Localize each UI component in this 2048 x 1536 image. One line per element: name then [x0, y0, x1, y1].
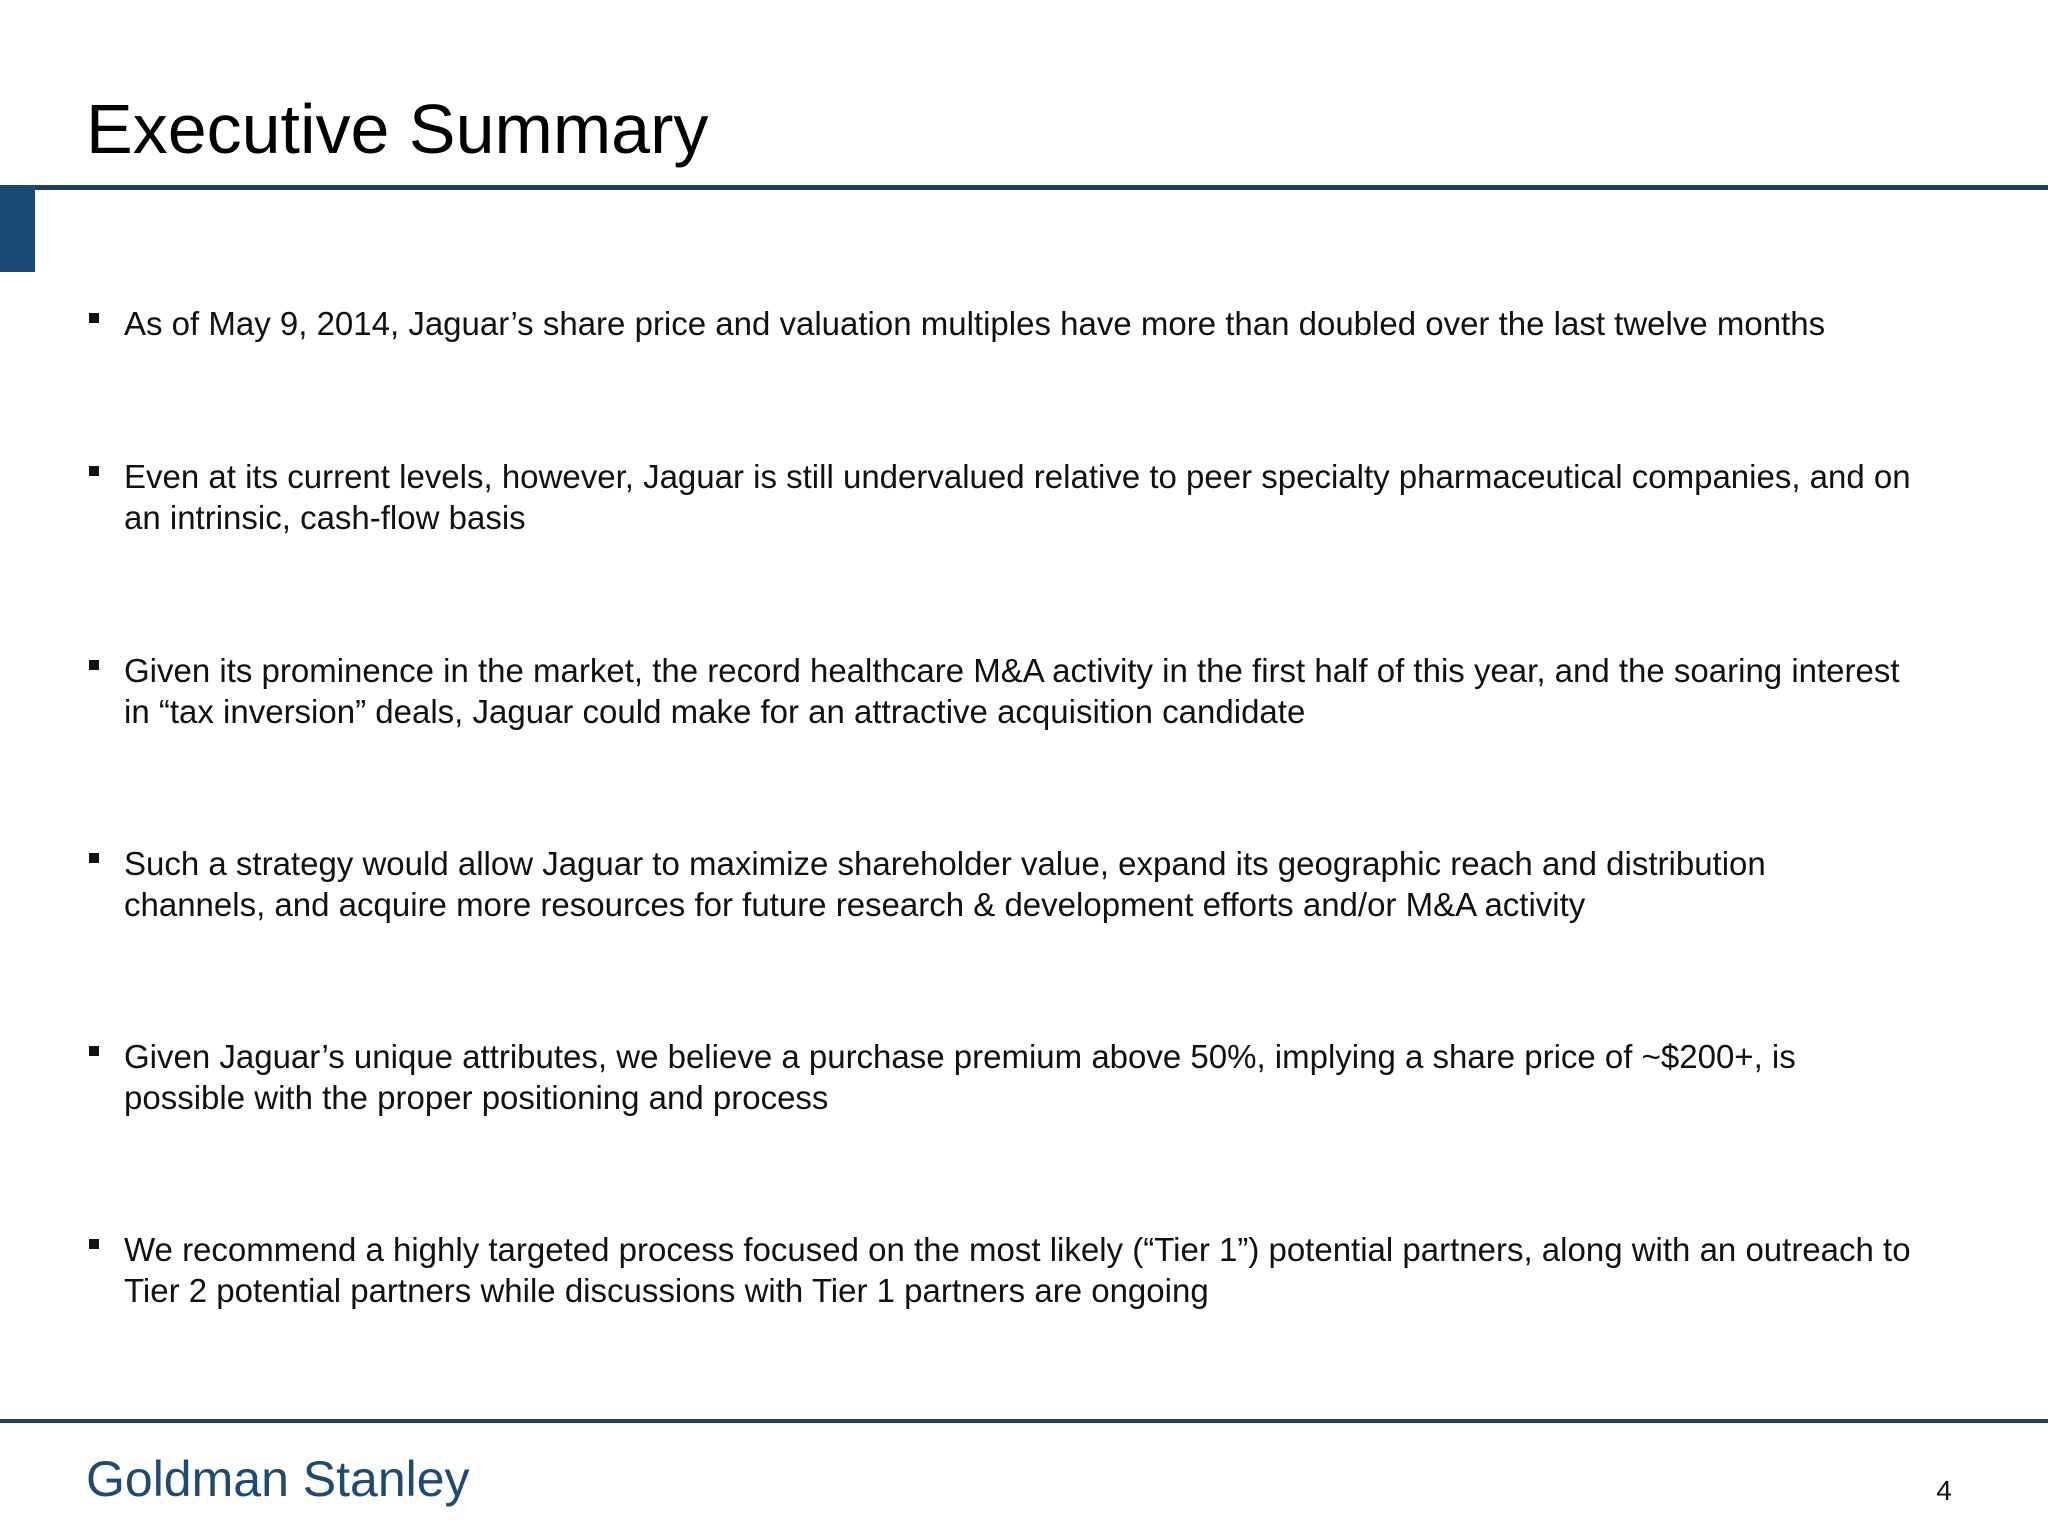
- bullet-item: [124, 843, 1914, 925]
- bullet-item: [124, 650, 1914, 732]
- brand-name: Goldman Stanley: [86, 1451, 470, 1507]
- bullet-text: Even at its current levels, however, Jaguar is still undervalued relative to peer specialty pharmaceutical companies, and on an intrinsic, cash-flow basis: [124, 458, 1911, 536]
- bullet-text: We recommend a highly targeted process focused on the most likely (“Tier 1”) potential partners, along with an outreach to Tier 2 potential partners while discussions with Tier 1 partners are ongoing: [124, 1231, 1911, 1309]
- bullet-square-icon: [89, 313, 99, 323]
- bullet-text: As of May 9, 2014, Jaguar’s share price and valuation multiples have more than doubled over the last twelve months: [124, 305, 1826, 342]
- page-number: 4: [1936, 1475, 1952, 1506]
- bullet-square-icon: [89, 1046, 99, 1056]
- bullet-item: [124, 1036, 1914, 1118]
- bullet-text: Given Jaguar’s unique attributes, we believe a purchase premium above 50%, implying a share price of ~$200+, is possible with the proper positioning and process: [124, 1038, 1796, 1116]
- bullet-square-icon: [89, 466, 99, 476]
- slide-title: Executive Summary: [86, 90, 709, 168]
- footer-divider: [0, 1419, 2048, 1423]
- bullet-text: Given its prominence in the market, the record healthcare M&A activity in the first half of this year, and the soaring interest in “tax inversion” deals, Jaguar could make for an attractive acquisition candidate: [124, 652, 1900, 730]
- bullet-text: Such a strategy would allow Jaguar to maximize shareholder value, expand its geographic reach and distribution channels, and acquire more resources for future research & development efforts and/or M&A activity: [124, 845, 1766, 923]
- bullet-item: [124, 456, 1914, 538]
- bullet-item: [124, 303, 1914, 344]
- bullet-square-icon: [89, 853, 99, 863]
- bullet-item: [124, 1229, 1914, 1311]
- bullet-square-icon: [89, 1239, 99, 1249]
- bullet-square-icon: [89, 660, 99, 670]
